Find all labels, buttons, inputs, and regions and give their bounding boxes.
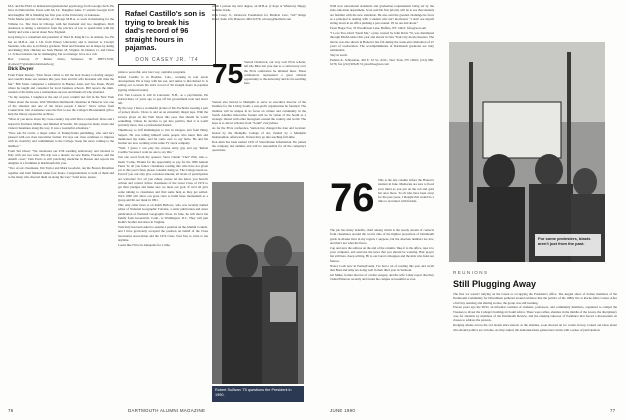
left-photo-caption: Robert Sullivan '75 questions the President in 1990. xyxy=(212,386,304,402)
class-number-76: 76 xyxy=(330,176,375,220)
left-column-3-top: while I pursue my next degree, an M.B.A. (I hope at Wharton). Happy summer break. Don Casey Jr., Delaware Foundation for Medical Care, 7427 Ridge Road, Suite 100, Hanover, MD 21076; sdcasey@hotmail.com xyxy=(212,4,306,22)
right-page xyxy=(314,0,628,420)
right-column-1: With new educational standards and graduation requirements being set by the state education department, Scott said his first priority will be to see that students are familiar with the new standards. He also said the greatest challenge he faces as a principal is dealing with a student who isn't motivated. "I don't see myself sitting down in an office pushing a pen around. I'll be out and about." Fawn Hagar Fox, 33 Woodhaven Lane, Buffalo, NY 14221; hfox@aol.com "I Love You, Don't Touch Me," a play created by John Davis '76, was distributed through MGM earlier this year and shown in New York City movie theaters. The movie was also shown in Hanover last fall during the week-end celebration of 25 years of coeducation. The accomplishments of Dartmouth graduates are truly remarkable. Stay in touch. Pamela K. Schlossbau, 459 E. 52 St., #21C, New York, NY 10022; (212) 980-6176; fax (212) 906-8174; pkschlos@aol.com xyxy=(330,4,434,67)
pull-quote-byline: DON CASEY JR. '74 xyxy=(135,56,199,63)
section-title: Still Plugging Away xyxy=(453,279,537,289)
left-page-number: 76 xyxy=(8,408,14,413)
pull-quote-text: Rafael Castillo's son is trying to break his dad's record of 96 straight hours in pajamas. xyxy=(125,9,206,53)
right-column-1-intro: This is the last column before the Hanover reunion in June. Memories are sure to flood your mind as you put on the red and gold hat once more. To all who have been away for the past years, I thought this would be a time to reconnect with friends. xyxy=(378,178,434,204)
class-number-75: 75 xyxy=(212,58,244,89)
reunion-photo-illustration xyxy=(449,42,605,262)
right-column-1-lower: The job has many benefits, chief among which is the steady stream of contacts from classmates around the world. One of the highest proportion of Dartmouth grads in Alaska lives in my region. I suppose, but the absolute numbers are low, and that's not what the fun is. Cap and save the address on the end of the column. Take it to the office, tape it to your computer, and send me the news that you should be working. Hair grayer but still here. Keep writing. Hi to our bored colleagues and the kids who fund our futures. Nancy Loeb now in Pennsylvania. I've had a lot of reading this year and recall that Brad and Amy are doing well in their third year in Vermont. Gil Milne, former director of cardiac surgery, and his wife Cindy report that they visited Hanover recently and found the campus as beautiful as ever. xyxy=(330,228,434,282)
left-column-1: M.S. and his Ph.D. in industrial/organizational psychology from Georgia Tech. He lives in Duncanville, Texas with his Lic. Daughter Anne 17 attends Georgia Tech and daughter Jill is finishing her first year at the University of Arkansas. Vicki Marks puts her University of Chicago M.B.A. to work in marketing for the Tribune Co. She lives in Chicago with her husband and two daughters. Rich Anderson is taking a sabbatical from the practice of law to spend time with his family and write a novel about New England. Greg King is a consultant and president of Thad D. King & Co. in Atlanta, Ga. He has an M.B.A. and a J.D. from Emory University and is married to Carolyn Suzanne, who also is an Emory graduate. Thad and Suzanne are in shape by skiing and hiking; their children are Sam, Hunter 18, Virginia 16, Denton 11, and Chase 11. School tuitions can be challenging, but we manage. Give us a call. Bob Conway, 27 Manor Drive, Somerset, NJ 08873-3536; rConway77@alumni.dartmouth.org Dick Dwyer From Frank Dooley: "Don Street called to tell me Ken Stoney is having surgery and couldn't make our reunion this year. Ken and his wife Roxanne will miss the fun." Bill Slater completed a sabbatical in Buenos Aires and Sao Paulo, Brazil where he taught and consulted for local business schools. Bill reports the mini-reunion at his home was a tremendous success and thanks all who attended. "To my surprise, I laughed at the end of your column last fall in the New York Times about the Green. Walt Whitman Dartmouth classmate in Hanover was one of the smartest and one of the nicest people I knew." Steve writes from Connecticut. Our classmates were the first to use the College's Bicentennial gift to help the library expand the archives. "Most of you know about my cross-country trip with Dave Comerford. Dave and I started in Portland, Maine, and finished in Seattle. We stopped in many towns and visited classmates along the way. It was a wonderful adventure." "Now ask Ed Levin, a major editor of Pennsylvania publishing, who said he's pleased with our class newsletter format. Ed says our class continues to impress with its creativity and commitment to the College. Keep the news coming to the mailbox." From Ted Olson: "We celebrated our 25th wedding anniversary and traveled to Italy with our two sons. The trip was a dream; we saw Rome, Florence, and the Amalfi coast." Dan Ferris is still practicing medicine in Boston and reports his daughter is a freshman at Dartmouth this year. "Two of our classmates, Jim Taylor and Mark Goodwin, ran the Boston Marathon together and both finished under four hours. Congratulations to both of them and to the many who cheered them on along the way." Send news, please. xyxy=(8,4,114,179)
photo-illustration xyxy=(212,182,304,384)
right-photo-caption: For some protesters, blasts aren't just from the past. xyxy=(535,234,601,256)
protest-photo-reunion xyxy=(449,42,605,262)
left-column-3-mid: Vernon also moved to Memphis to serve as executive director of the Institute for the Living South, a non-profit organization he founded. The institute will be unique in its focus on culture and community in the South. Another innovative feature will be its vision of the South as a strategic shared with other bioregions around the country and world. The hope is to attract scholars from "South" everywhere. As for the Elvis conference, Vernon has changed the date and location: hosted by the Memphis College of Art, funded by a Memphis businessman. Afterwards, Vernon may go into teaching full-time. Ron Akin has been named CEO of SilverPointe Information. He joined the company last summer and will be responsible for all the company's operations. xyxy=(212,100,306,153)
protest-photo-1990 xyxy=(212,182,304,384)
issue-date: JUNE 1990 xyxy=(330,408,356,413)
pull-quote xyxy=(118,4,216,66)
reunions-article: The first we weren't rallying on the Green or occupying the President's office. The August show of former members of the Dartmouth Community for Divestment gathered around evidence that the politics of the 1980s live at Rocke-feller Center. After a full day resisting and sharing stories, the group was still learning. Eleven years ago the DCD, an informal coalition of students, professors, and community members, organized to compel the Trustees to divest the College's holdings in South Africa. There were rallies, shanties in the middle of the Green, the disciplinary case for students by members of the Dartmouth Review, and the ensuing takeover of Parkhurst that forced a moratorium on classes to address the protests. Dodging smoke across the old dream since known as the shanties, soon showed an ice cream victory, looked out ideas about who should politics are at home. As they talked, the demonstrations gained new status with a sense of participation. xyxy=(453,292,617,332)
left-column-3-intro: Vernon Chadwick, our very own Elvis scholar, left Ole Miss last year due to a controversy over the Elvis conference he initiated there. These conferences represented a great cultural opportunity to the university and its far-reaching fans. xyxy=(244,60,306,86)
left-column-2: plans to powerful, and, last I say, capitalist programs. Rafael Castillo is in Boulder, Colo., working in real estate development. He is busy with his son, and rumor is that Rafael Jr. is setting out to break his dad's record of 96 straight hours in pajamas (typing without breaks). Eric Van Loewen is still in Lancaster, N.H., as a psychiatrist. He started there 12 years ago to pay off his government loan and never left. By the way, I have a wonderful picture of Ric Eschevin wearing a pair of jockey shorts. I have it, and on an extremely illegal tape. With the Jerseys given on the Wall Street this year, that should be worth something. Unless he decides to get into politics, then it is worth probably more. Just a professional hazard. Thumbs-up to Jeff Rubinington to live in Oregon, and from Haley Seipert. He was telling himself some people who knew him and mentioned my name, and he came over to say hello. He and his brother are now working at the same TV stock company. "Well, I guess I can play the reverse entry guy and say 'Rafael Castillo' because I want no one to say this." Just one word from my sponsor, Steve Cherin "Chet" Phil, who e-mails "Come, Thanks for the opportunity to pay for the 1990 Annual Fund. To all you fellow classmates reading this who have not given yet to this year's fund, please consider doing so. The College needs us. Even if you can only give a modest amount, all levels of participation are welcome! For all you others, please let me know you haven't written and contact fellow classmates of the Great Class of 1974 to get their pledges and make sure we meet our goal. If we'd all give some talking to classmates and find some help as they get settled. We'd 1990 will allow our great class to build more momentum as a group and hit our mark in 1991. This only other news is on Keith Bellows, who was recently named editor of National Geographic Traveler, a sister publication and sister publication of National Geographic Press. In June, he will move his family from Greenwich, Conn., to Washington, D.C. They will join Keith's brother and sister in Virginia. Tom truly has been asked to assume a position on the Alumni Council, and I have graciously accepted the position on behalf of the Class Secretaries Association and the 1974 Class. Feel free to write to me anytime. Looks like I'll be in Annapolis for a time. xyxy=(118,70,208,247)
publication-name: DARTMOUTH ALUMNI MAGAZINE xyxy=(128,408,206,413)
right-page-number: 77 xyxy=(610,408,616,413)
section-label: REUNIONS xyxy=(453,270,489,275)
